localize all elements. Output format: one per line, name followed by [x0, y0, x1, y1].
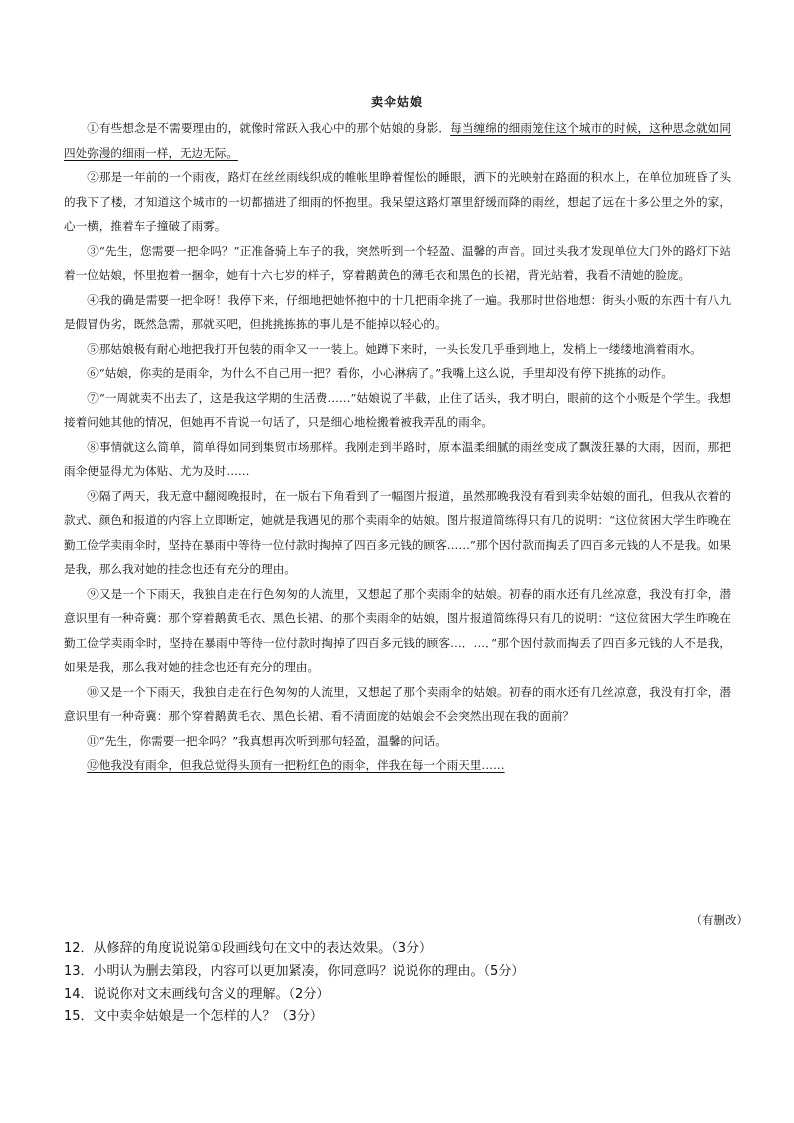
paragraph-1	[64, 116, 731, 165]
paragraph-text: ①有些想念是不需要理由的，就像时常跃入我心中的那个姑娘的身影．	[87, 121, 451, 135]
question-list	[64, 938, 744, 1029]
question-12: 12．从修辞的角度说说第①段画线句在文中的表达效果。（3分）	[64, 941, 432, 956]
paragraph-text: ⑦“一周就卖不出去了，这是我这学期的生活费……”姑娘说了半截，止住了话头，我才明白，眼前的这个小贩是个学生。我想接着问她其他的情况，但她再不肯说一句话了，只是细心地检搬着被我弄乱的雨伞。	[64, 390, 731, 429]
paragraph-text: ④我的确是需要一把伞呀！我停下来，仔细地把她怀抱中的十几把雨伞挑了一遍。我那时世俗地想：街头小贩的东西十有八九是假冒伪劣，既然急需，那就买吧，但挑挑拣拣的事儿是不能掉以轻心的。	[64, 292, 731, 331]
paragraph-9b	[64, 582, 731, 680]
question-15: 15．文中卖伞姑娘是一个怎样的人？（3分）	[64, 1009, 323, 1025]
paragraph-text: ⑪“先生，你需要一把伞吗？”我真想再次听到那句轻盈，温馨的问话。	[87, 733, 447, 748]
question-13: 13．小明认为删去第段，内容可以更加紧凑，你同意吗？说说你的理由。（5分）	[64, 963, 525, 979]
paragraph-10	[64, 680, 731, 729]
underlined-sentence: 每当缠绵的细雨笼住这个城市的时候，这种思念就如同四处弥漫的细雨一样，无边无际。	[64, 121, 731, 160]
article-title: 卖伞姑娘	[370, 95, 423, 109]
paragraph-9a	[64, 484, 731, 582]
paragraph-text: ⑩又是一个下雨天，我独自走在行色匆匆的人流里，又想起了那个卖雨伞的姑娘。初春的雨水还有几丝凉意，我没有打伞，潜意识里有一种奇冀：那个穿着鹅黄毛衣、黑色长裙、看不清面庞的姑娘会不会突然出现在我的面前？	[64, 684, 731, 723]
paragraph-text: ⑧事情就这么简单，简单得如同到集贸市场那样。我刚走到半路时，原本温柔细腻的雨丝变成了飘泼狂暴的大雨，因而，那把雨伞便显得尤为体贴、尤为及时……	[64, 439, 731, 478]
paragraph-3	[64, 239, 731, 288]
paragraph-text: ⑥“姑娘，你卖的是雨伞，为什么不自己用一把？看你，小心淋病了。”我嘴上这么说，手里却没有停下挑拣的动作。	[87, 366, 673, 380]
question-14: 14．说说你对文末画线句含义的理解。（2分）	[64, 986, 330, 1002]
paragraph-7	[64, 386, 731, 435]
paragraph-text: ③“先生，您需要一把伞吗？”正准备骑上车子的我，突然听到一个轻盈、温馨的声音。回过头我才发现单位大门外的路灯下站着一位姑娘，怀里抱着一捆伞，她有十六七岁的样子，穿着鹅黄色的薄毛衣和黑色的长裙，背光站着，我看不清她的脸庞。	[64, 243, 731, 282]
article-body	[64, 116, 731, 778]
paragraph-text: ⑨隔了两天，我无意中翻阅晚报时，在一版右下角看到了一幅图片报道，虽然那晚我没有看到卖伞姑娘的面孔，但我从衣着的款式、颜色和报道的内容上立即断定，她就是我遇见的那个卖雨伞的姑娘。图片报道简练得只有几的说明：“这位贫困大学生昨晚在勤工俭学卖雨伞时，坚持在暴雨中等待一位付款时掏掉了四百多元钱的顾客……”那个因付款而掏丢了四百多元钱的人不是我。如果是我，那么我对她的挂念也还有充分的理由。	[64, 488, 731, 576]
paragraph-2	[64, 165, 731, 239]
paragraph-8	[64, 435, 731, 484]
paragraph-text: ⑤那姑娘极有耐心地把我打开包装的雨伞又一一装上。她蹲下来时，一头长发几乎垂到地上，发梢上一缕缕地淌着雨水。	[87, 341, 702, 356]
paragraph-11	[64, 729, 731, 754]
paragraph-12	[64, 753, 731, 778]
underlined-sentence: ⑫他我没有雨伞，但我总觉得头顶有一把粉红色的雨伞，伴我在每一个雨天里……	[87, 758, 505, 772]
paragraph-4	[64, 288, 731, 337]
paragraph-text: ②那是一年前的一个雨夜，路灯在丝丝雨线织成的帷帐里睁着惺忪的睡眼，洒下的光映射在路面的积水上，在单位加班昏了头的我下了楼，才知道这个城市的一切都描进了细雨的怀抱里。我呆望这路灯罩里舒缓而降的雨丝，想起了远在十多公里之外的家，心一横，推着车子撞破了雨雾。	[64, 170, 731, 233]
paragraph-text: ⑨又是一个下雨天，我独自走在行色匆匆的人流里，又想起了那个卖雨伞的姑娘。初春的雨水还有几丝凉意，我没有打伞，潜意识里有一种奇冀：那个穿着鹅黄毛衣、黑色长裙、的那个卖雨伞的姑娘，图片报道简练得只有几的说明：“这位贫困大学生昨晚在勤工俭学卖雨伞时，坚持在暴雨中等待一位付款时掏掉了四百多元钱的顾客…．…．”那个因付款而掏丢了四百多元钱的人不是我，如果是我，那么我对她的挂念也还有充分的理由。	[64, 586, 731, 674]
paragraph-6	[64, 361, 731, 386]
paragraph-5	[64, 337, 731, 362]
revision-note: （有删改）	[690, 913, 748, 927]
